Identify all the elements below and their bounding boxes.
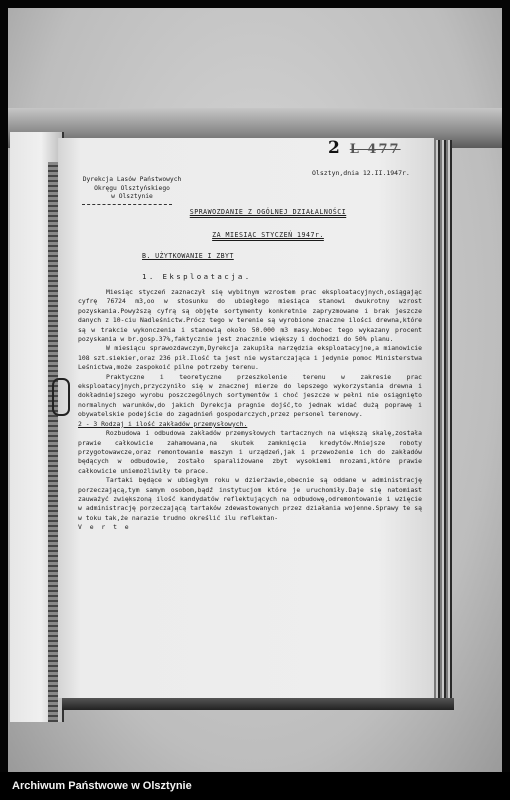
document-date: Olsztyn,dnia 12.II.1947r. <box>312 169 410 177</box>
paragraph: W miesiącu sprawozdawczym,Dyrekcja zakupiła narzędzia eksploatacyjne,a mianowicie 108 szt.siekier,oraz 236 pił.Ilość ta jest nie wystarczająca i jedynie pomoc Ministerstwa Leśnictwa,może zaspokoić pilne potrzeby terenu. <box>78 344 422 372</box>
paragraph: Tartaki będące w ubiegłym roku w dzierżawie,obecnie są oddane w administrację porzeczającą,tym samym osobom,bądź instytucjom które je uruchomiły.Daje się natomiast zauważyć zwiększoną ilość kandydatów reflektujących na odbudowę,odremontowanie i wzięcie w administrację porzeczającą tartaków zdewastowanych przez działania wojenne.Sprawy te są w toku tak,że narazie trudno określić ilu reflektan- <box>78 476 422 522</box>
struck-note: L 477 <box>349 142 401 157</box>
left-page-stack <box>10 132 64 722</box>
handwritten-page-number: 2 L 477 <box>328 138 401 158</box>
subheading: 2 - 3 Rodzaj i ilość zakładów przemysłowych. <box>78 419 248 428</box>
issuer-line-2: Okręgu Olsztyńskiego <box>94 184 170 192</box>
binding-bottom <box>62 698 454 710</box>
document-page <box>58 138 434 698</box>
section-1-heading: 1. Eksploatacja. <box>142 272 252 281</box>
binder-clip <box>52 378 70 416</box>
section-b-heading: B. UŻYTKOWANIE I ZBYT <box>142 252 234 260</box>
document-title <box>158 208 378 241</box>
title-line-1: SPRAWOZDANIE Z OGÓLNEJ DZIAŁALNOŚCI <box>189 208 347 216</box>
title-line-2: ZA MIESIĄC STYCZEŃ 1947r. <box>212 231 324 240</box>
right-page-edges <box>432 140 452 706</box>
paragraph: Miesiąc styczeń zaznaczył się wybitnym wzrostem prac eksploatacyjnych,osiągając cyfrę 76724 m3,oo w stosunku do ubiegłego miesiąca stanowi dwukrotny wzrost pozyskania.Powyższą cyfrą są objęte sortymenty konkretnie zapryzmowane i brak jeszcze danych z 10-ciu Nadleśnictw.Prócz tego w terenie są wyrobione znaczne ilości drewna,które są w trakcie wykonczenia i stanowią około 50.000 m3 masy.Wobec tego wykazany procent pozyskania w br.gosp.37%,faktycznie jest znacznie większy i dochodzi do 50% planu. <box>78 288 422 344</box>
page-edges <box>48 162 58 722</box>
archive-name: Archiwum Państwowe w Olsztynie <box>12 780 192 792</box>
issuer-line-1: Dyrekcja Lasów Państwowych <box>82 176 182 183</box>
verte-note: V e r t e <box>78 523 131 532</box>
document-body <box>78 288 422 533</box>
issuer-line-3: w Olsztynie <box>111 193 153 200</box>
issuer-header <box>62 176 202 205</box>
paragraph: Rozbudowa i odbudowa zakładów przemysłowych tartacznych na większą skalę,została prawie całkowicie zahamowana,na skutek zamknięcia kredytów.Mniejsze roboty przygotowawcze,oraz remontowanie maszyn i urządzeń,jak i przewożenie ich do zakładów będących w odbudowie, zostało sparaliżowane zbyt wysokiemi mrozami,które prawie całkowicie uniemożliwiły te prace. <box>78 429 422 475</box>
paragraph: Praktyczne i teoretyczne przeszkolenie terenu w zakresie prac eksploatacyjnych,przyczyniło się w znacznej mierze do lepszego wykorzystania drewna i dokładniejszego wyrobu poszczególnych sortymentów i choć jeszcze w pełni nie osiągnięto normalnych warunków,do jakich Dyrekcja pragnie dojść,to jednak widać dużą poprawę i obywatelskie podejście do zagadnień gospodarczych,przez personel terenowy. <box>78 372 422 419</box>
header-rule <box>82 204 172 205</box>
archive-footer <box>0 772 510 800</box>
